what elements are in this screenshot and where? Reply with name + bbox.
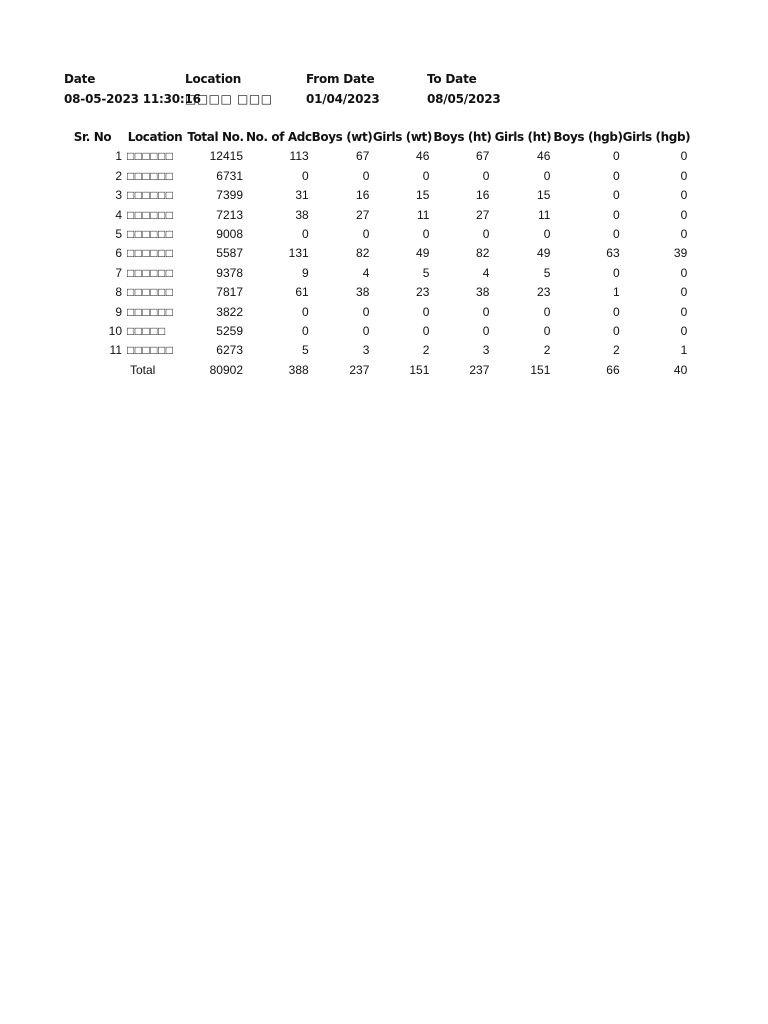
adc-cell: 31 bbox=[295, 188, 309, 203]
girls-wt-cell: 46 bbox=[416, 149, 430, 164]
total-no-cell: 6273 bbox=[216, 343, 243, 358]
total-no-cell: 5259 bbox=[216, 324, 243, 339]
boys-ht-cell: 0 bbox=[482, 168, 490, 183]
girls-hgb-cell: 0 bbox=[680, 304, 688, 319]
sr-no-cell: 4 bbox=[115, 207, 122, 222]
girls-hgb-cell: 0 bbox=[680, 324, 688, 339]
boys-wt-cell: 27 bbox=[356, 207, 370, 222]
boys-hgb-cell: 0 bbox=[612, 304, 620, 319]
boys-wt-cell: 4 bbox=[362, 265, 370, 280]
total-boys-hgb-cell: 66 bbox=[606, 362, 620, 377]
total-no-cell: 9008 bbox=[216, 227, 243, 242]
girls-wt-cell: 5 bbox=[422, 265, 430, 280]
boys-ht-cell: 4 bbox=[482, 265, 490, 280]
location-cell: □□□□□□ bbox=[127, 168, 174, 183]
girls-ht-cell: 2 bbox=[543, 343, 551, 358]
header-girls-wt: Girls (wt) bbox=[372, 130, 432, 144]
table-row bbox=[60, 303, 690, 322]
total-no-cell: 5587 bbox=[216, 246, 243, 261]
girls-hgb-cell: 0 bbox=[680, 168, 688, 183]
adc-cell: 113 bbox=[289, 149, 309, 164]
location-cell: □□□□□□ bbox=[127, 343, 174, 358]
total-girls-hgb-cell: 40 bbox=[673, 362, 688, 377]
girls-hgb-cell: 0 bbox=[680, 285, 688, 300]
girls-wt-cell: 0 bbox=[422, 168, 430, 183]
adc-cell: 5 bbox=[301, 343, 309, 358]
girls-wt-cell: 0 bbox=[422, 227, 430, 242]
sr-no-cell: 9 bbox=[115, 304, 122, 319]
adc-cell: 0 bbox=[301, 304, 309, 319]
location-cell: □□□□□□ bbox=[127, 304, 174, 319]
from-date-label: From Date bbox=[306, 72, 375, 86]
header-girls-hgb: Girls (hgb) bbox=[622, 130, 691, 144]
girls-ht-cell: 0 bbox=[543, 227, 551, 242]
boys-ht-cell: 3 bbox=[482, 343, 490, 358]
girls-wt-cell: 49 bbox=[416, 246, 430, 261]
girls-wt-cell: 0 bbox=[422, 324, 430, 339]
header-boys-wt: Boys (wt) bbox=[311, 130, 373, 144]
table-row bbox=[60, 206, 690, 225]
date-value: 08-05-2023 11:30:16 bbox=[64, 92, 201, 106]
boys-wt-cell: 0 bbox=[362, 168, 370, 183]
header-total-no: Total No. bbox=[187, 130, 244, 144]
date-label: Date bbox=[64, 72, 96, 86]
girls-ht-cell: 11 bbox=[537, 207, 551, 222]
sr-no-cell: 2 bbox=[115, 168, 122, 183]
total-row bbox=[60, 361, 690, 380]
boys-wt-cell: 0 bbox=[362, 304, 370, 319]
header-boys-ht: Boys (ht) bbox=[433, 130, 492, 144]
report-table bbox=[60, 128, 690, 380]
location-cell: □□□□□□ bbox=[127, 265, 174, 280]
boys-hgb-cell: 0 bbox=[612, 265, 620, 280]
girls-ht-cell: 46 bbox=[537, 149, 551, 164]
header-row bbox=[60, 128, 690, 147]
girls-hgb-cell: 0 bbox=[680, 207, 688, 222]
location-cell: □□□□□□ bbox=[127, 285, 174, 300]
sr-no-cell: 6 bbox=[115, 246, 122, 261]
girls-ht-cell: 15 bbox=[537, 188, 551, 203]
total-girls-ht-cell: 151 bbox=[530, 362, 551, 377]
boys-ht-cell: 38 bbox=[476, 285, 490, 300]
total-boys-wt-cell: 237 bbox=[349, 362, 370, 377]
boys-hgb-cell: 0 bbox=[612, 168, 620, 183]
table-row bbox=[60, 264, 690, 283]
total-adc-cell: 388 bbox=[288, 362, 309, 377]
from-date-value: 01/04/2023 bbox=[306, 92, 380, 106]
sr-no-cell: 10 bbox=[108, 324, 122, 339]
boys-ht-cell: 27 bbox=[476, 207, 490, 222]
sr-no-cell: 11 bbox=[109, 343, 122, 358]
header-girls-ht: Girls (ht) bbox=[494, 130, 552, 144]
girls-hgb-cell: 1 bbox=[680, 343, 688, 358]
boys-ht-cell: 0 bbox=[482, 324, 490, 339]
adc-cell: 9 bbox=[301, 265, 309, 280]
total-no-cell: 3822 bbox=[216, 304, 243, 319]
boys-hgb-cell: 1 bbox=[612, 285, 620, 300]
table-row bbox=[60, 225, 690, 244]
total-no-cell: 7399 bbox=[216, 188, 243, 203]
total-girls-wt-cell: 151 bbox=[409, 362, 430, 377]
location-cell: □□□□□□ bbox=[127, 227, 174, 242]
boys-hgb-cell: 2 bbox=[612, 343, 620, 358]
boys-ht-cell: 82 bbox=[476, 246, 490, 261]
total-no-cell: 6731 bbox=[216, 168, 243, 183]
table-row bbox=[60, 147, 690, 166]
table-row bbox=[60, 244, 690, 263]
total-no-cell: 12415 bbox=[209, 149, 243, 164]
total-sr-no-cell bbox=[60, 361, 125, 380]
total-no-cell: 9378 bbox=[216, 265, 243, 280]
sr-no-cell: 3 bbox=[115, 188, 122, 203]
girls-hgb-cell: 39 bbox=[673, 246, 688, 261]
sr-no-cell: 8 bbox=[115, 285, 122, 300]
table-row bbox=[60, 283, 690, 302]
header-location: Location bbox=[127, 130, 183, 144]
girls-wt-cell: 2 bbox=[422, 343, 430, 358]
location-cell: □□□□□□ bbox=[127, 246, 174, 261]
boys-wt-cell: 0 bbox=[362, 227, 370, 242]
girls-wt-cell: 15 bbox=[416, 188, 430, 203]
total-no-cell: 80902 bbox=[209, 362, 243, 377]
boys-hgb-cell: 0 bbox=[612, 149, 620, 164]
location-cell: □□□□□□ bbox=[127, 149, 174, 164]
girls-ht-cell: 0 bbox=[543, 324, 551, 339]
total-boys-ht-cell: 237 bbox=[469, 362, 490, 377]
location-cell: □□□□□ bbox=[127, 324, 166, 339]
boys-ht-cell: 0 bbox=[482, 227, 490, 242]
girls-wt-cell: 23 bbox=[416, 285, 430, 300]
boys-wt-cell: 16 bbox=[356, 188, 370, 203]
table-row bbox=[60, 186, 690, 205]
boys-hgb-cell: 63 bbox=[606, 246, 620, 261]
girls-wt-cell: 0 bbox=[422, 304, 430, 319]
header-boys-hgb: Boys (hgb) bbox=[553, 130, 623, 144]
location-value: □□□□ □□□ bbox=[185, 92, 273, 106]
adc-cell: 0 bbox=[301, 168, 309, 183]
adc-cell: 0 bbox=[301, 324, 309, 339]
header-no-of-adc: No. of Adc bbox=[246, 130, 312, 144]
location-label: Location bbox=[185, 72, 242, 86]
location-cell: □□□□□□ bbox=[127, 188, 174, 203]
adc-cell: 0 bbox=[301, 227, 309, 242]
boys-ht-cell: 0 bbox=[482, 304, 490, 319]
boys-wt-cell: 3 bbox=[362, 343, 370, 358]
girls-hgb-cell: 0 bbox=[680, 265, 688, 280]
boys-hgb-cell: 0 bbox=[612, 207, 620, 222]
boys-ht-cell: 16 bbox=[476, 188, 490, 203]
boys-wt-cell: 38 bbox=[356, 285, 370, 300]
boys-hgb-cell: 0 bbox=[612, 227, 620, 242]
to-date-value: 08/05/2023 bbox=[427, 92, 501, 106]
boys-wt-cell: 0 bbox=[362, 324, 370, 339]
total-no-cell: 7213 bbox=[216, 207, 243, 222]
girls-ht-cell: 0 bbox=[543, 168, 551, 183]
boys-wt-cell: 82 bbox=[356, 246, 370, 261]
girls-ht-cell: 0 bbox=[543, 304, 551, 319]
total-no-cell: 7817 bbox=[216, 285, 243, 300]
boys-hgb-cell: 0 bbox=[612, 324, 620, 339]
boys-ht-cell: 67 bbox=[476, 149, 490, 164]
location-cell: □□□□□□ bbox=[127, 207, 174, 222]
adc-cell: 38 bbox=[295, 207, 309, 222]
adc-cell: 61 bbox=[295, 285, 309, 300]
girls-ht-cell: 23 bbox=[537, 285, 551, 300]
boys-hgb-cell: 0 bbox=[612, 188, 620, 203]
to-date-label: To Date bbox=[427, 72, 477, 86]
header-sr-no: Sr. No bbox=[73, 130, 112, 144]
sr-no-cell: 5 bbox=[115, 227, 122, 242]
sr-no-cell: 1 bbox=[115, 149, 122, 164]
girls-wt-cell: 11 bbox=[416, 207, 430, 222]
girls-hgb-cell: 0 bbox=[680, 149, 688, 164]
table-row bbox=[60, 341, 690, 360]
boys-wt-cell: 67 bbox=[356, 149, 370, 164]
sr-no-cell: 7 bbox=[115, 265, 122, 280]
girls-hgb-cell: 0 bbox=[680, 227, 688, 242]
table-row bbox=[60, 322, 690, 341]
girls-ht-cell: 49 bbox=[537, 246, 551, 261]
girls-hgb-cell: 0 bbox=[680, 188, 688, 203]
table-row bbox=[60, 167, 690, 186]
girls-ht-cell: 5 bbox=[543, 265, 551, 280]
adc-cell: 131 bbox=[288, 246, 309, 261]
total-label: Total bbox=[130, 362, 156, 377]
